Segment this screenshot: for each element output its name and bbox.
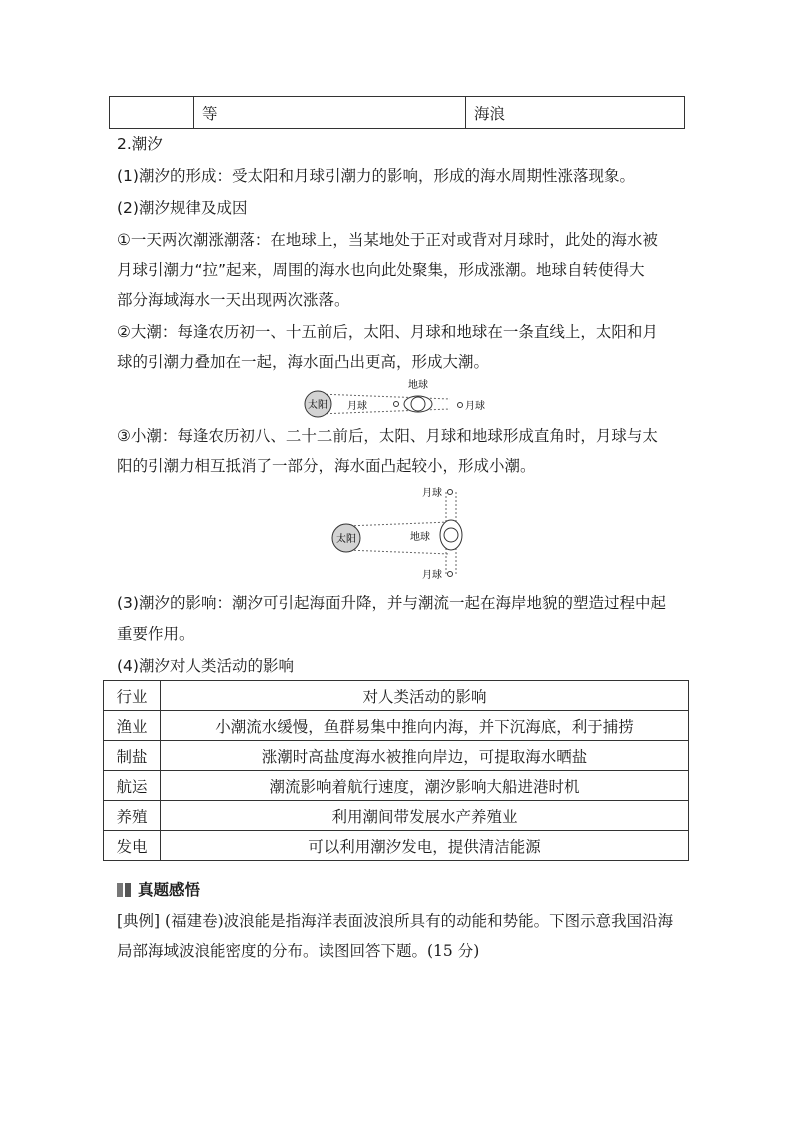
paragraph-tide-formation: (1)潮汐的形成：受太阳和月球引潮力的影响，形成的海水周期性涨落现象。 bbox=[117, 167, 635, 185]
paragraph-twice-daily-l3: 部分海域海水一天出现两次涨落。 bbox=[117, 291, 350, 309]
row-industry: 发电 bbox=[104, 831, 161, 861]
paragraph-spring-tide-l2: 球的引潮力叠加在一起，海水面凸出更高，形成大潮。 bbox=[117, 353, 490, 371]
table-row bbox=[110, 97, 685, 129]
row-effect: 利用潮间带发展水产养殖业 bbox=[161, 801, 689, 831]
table-cell bbox=[110, 97, 194, 129]
row-effect: 小潮流水缓慢，鱼群易集中推向内海，并下沉海底，利于捕捞 bbox=[161, 711, 689, 741]
table-row bbox=[104, 801, 689, 831]
paragraph-neap-tide-l2: 阳的引潮力相互抵消了一部分，海水面凸起较小，形成小潮。 bbox=[117, 457, 536, 475]
header-effect: 对人类活动的影响 bbox=[161, 681, 689, 711]
moon-bottom-label: 月球 bbox=[422, 570, 442, 581]
paragraph-tide-impact-l1: (3)潮汐的影响：潮汐可引起海面升降，并与潮流一起在海岸地貌的塑造过程中起 bbox=[117, 594, 666, 612]
paragraph-tide-impact-l2: 重要作用。 bbox=[117, 625, 195, 643]
moon-bottom-shape bbox=[448, 572, 453, 577]
neap-tide-diagram bbox=[326, 482, 476, 582]
example-question-l2: 局部海域波浪能密度的分布。读图回答下题。(15 分) bbox=[117, 942, 480, 960]
moon-left-shape bbox=[394, 402, 399, 407]
moon-top-label: 月球 bbox=[422, 488, 442, 499]
row-effect: 涨潮时高盐度海水被推向岸边，可提取海水晒盐 bbox=[161, 741, 689, 771]
moon-right-shape bbox=[458, 403, 463, 408]
spring-tide-diagram bbox=[300, 374, 500, 420]
table-row bbox=[104, 831, 689, 861]
paragraph-neap-tide-l1: ③小潮：每逢农历初八、二十二前后，太阳、月球和地球形成直角时，月球与太 bbox=[117, 427, 658, 445]
moon-top-shape bbox=[448, 490, 453, 495]
top-table-fragment bbox=[109, 96, 685, 129]
row-industry: 养殖 bbox=[104, 801, 161, 831]
row-industry: 制盐 bbox=[104, 741, 161, 771]
header-industry: 行业 bbox=[104, 681, 161, 711]
moon-right-label: 月球 bbox=[465, 401, 485, 412]
row-industry: 航运 bbox=[104, 771, 161, 801]
paragraph-twice-daily-l1: ①一天两次潮涨潮落：在地球上，当某地处于正对或背对月球时，此处的海水被 bbox=[117, 231, 658, 249]
paragraph-tide-pattern-heading: (2)潮汐规律及成因 bbox=[117, 199, 248, 217]
table-row bbox=[104, 771, 689, 801]
paragraph-human-activity-heading: (4)潮汐对人类活动的影响 bbox=[117, 657, 294, 675]
earth-label: 地球 bbox=[408, 380, 428, 391]
earth-label: 地球 bbox=[410, 532, 430, 543]
row-industry: 渔业 bbox=[104, 711, 161, 741]
table-header-row bbox=[104, 681, 689, 711]
table-row bbox=[104, 711, 689, 741]
earth-shape bbox=[444, 528, 458, 542]
example-question-l1: [典例] (福建卷)波浪能是指海洋表面波浪所具有的动能和势能。下图示意我国沿海 bbox=[117, 912, 674, 930]
real-exam-heading: 真题感悟 bbox=[138, 881, 201, 899]
sun-label: 太阳 bbox=[308, 400, 328, 411]
table-cell: 海浪 bbox=[466, 97, 685, 129]
earth-shape bbox=[411, 397, 425, 411]
row-effect: 潮流影响着航行速度，潮汐影响大船进港时机 bbox=[161, 771, 689, 801]
moon-left-label: 月球 bbox=[347, 401, 367, 412]
sun-label: 太阳 bbox=[336, 534, 356, 545]
paragraph-spring-tide-l1: ②大潮：每逢农历初一、十五前后，太阳、月球和地球在一条直线上，太阳和月 bbox=[117, 323, 658, 341]
row-effect: 可以利用潮汐发电，提供清洁能源 bbox=[161, 831, 689, 861]
table-cell: 等 bbox=[194, 97, 466, 129]
section-marker-icon bbox=[117, 883, 131, 897]
paragraph-twice-daily-l2: 月球引潮力“拉”起来，周围的海水也向此处聚集，形成涨潮。地球自转使得大 bbox=[117, 261, 645, 279]
section-title: 2.潮汐 bbox=[117, 135, 163, 153]
table-row bbox=[104, 741, 689, 771]
tide-impact-table bbox=[103, 680, 689, 861]
